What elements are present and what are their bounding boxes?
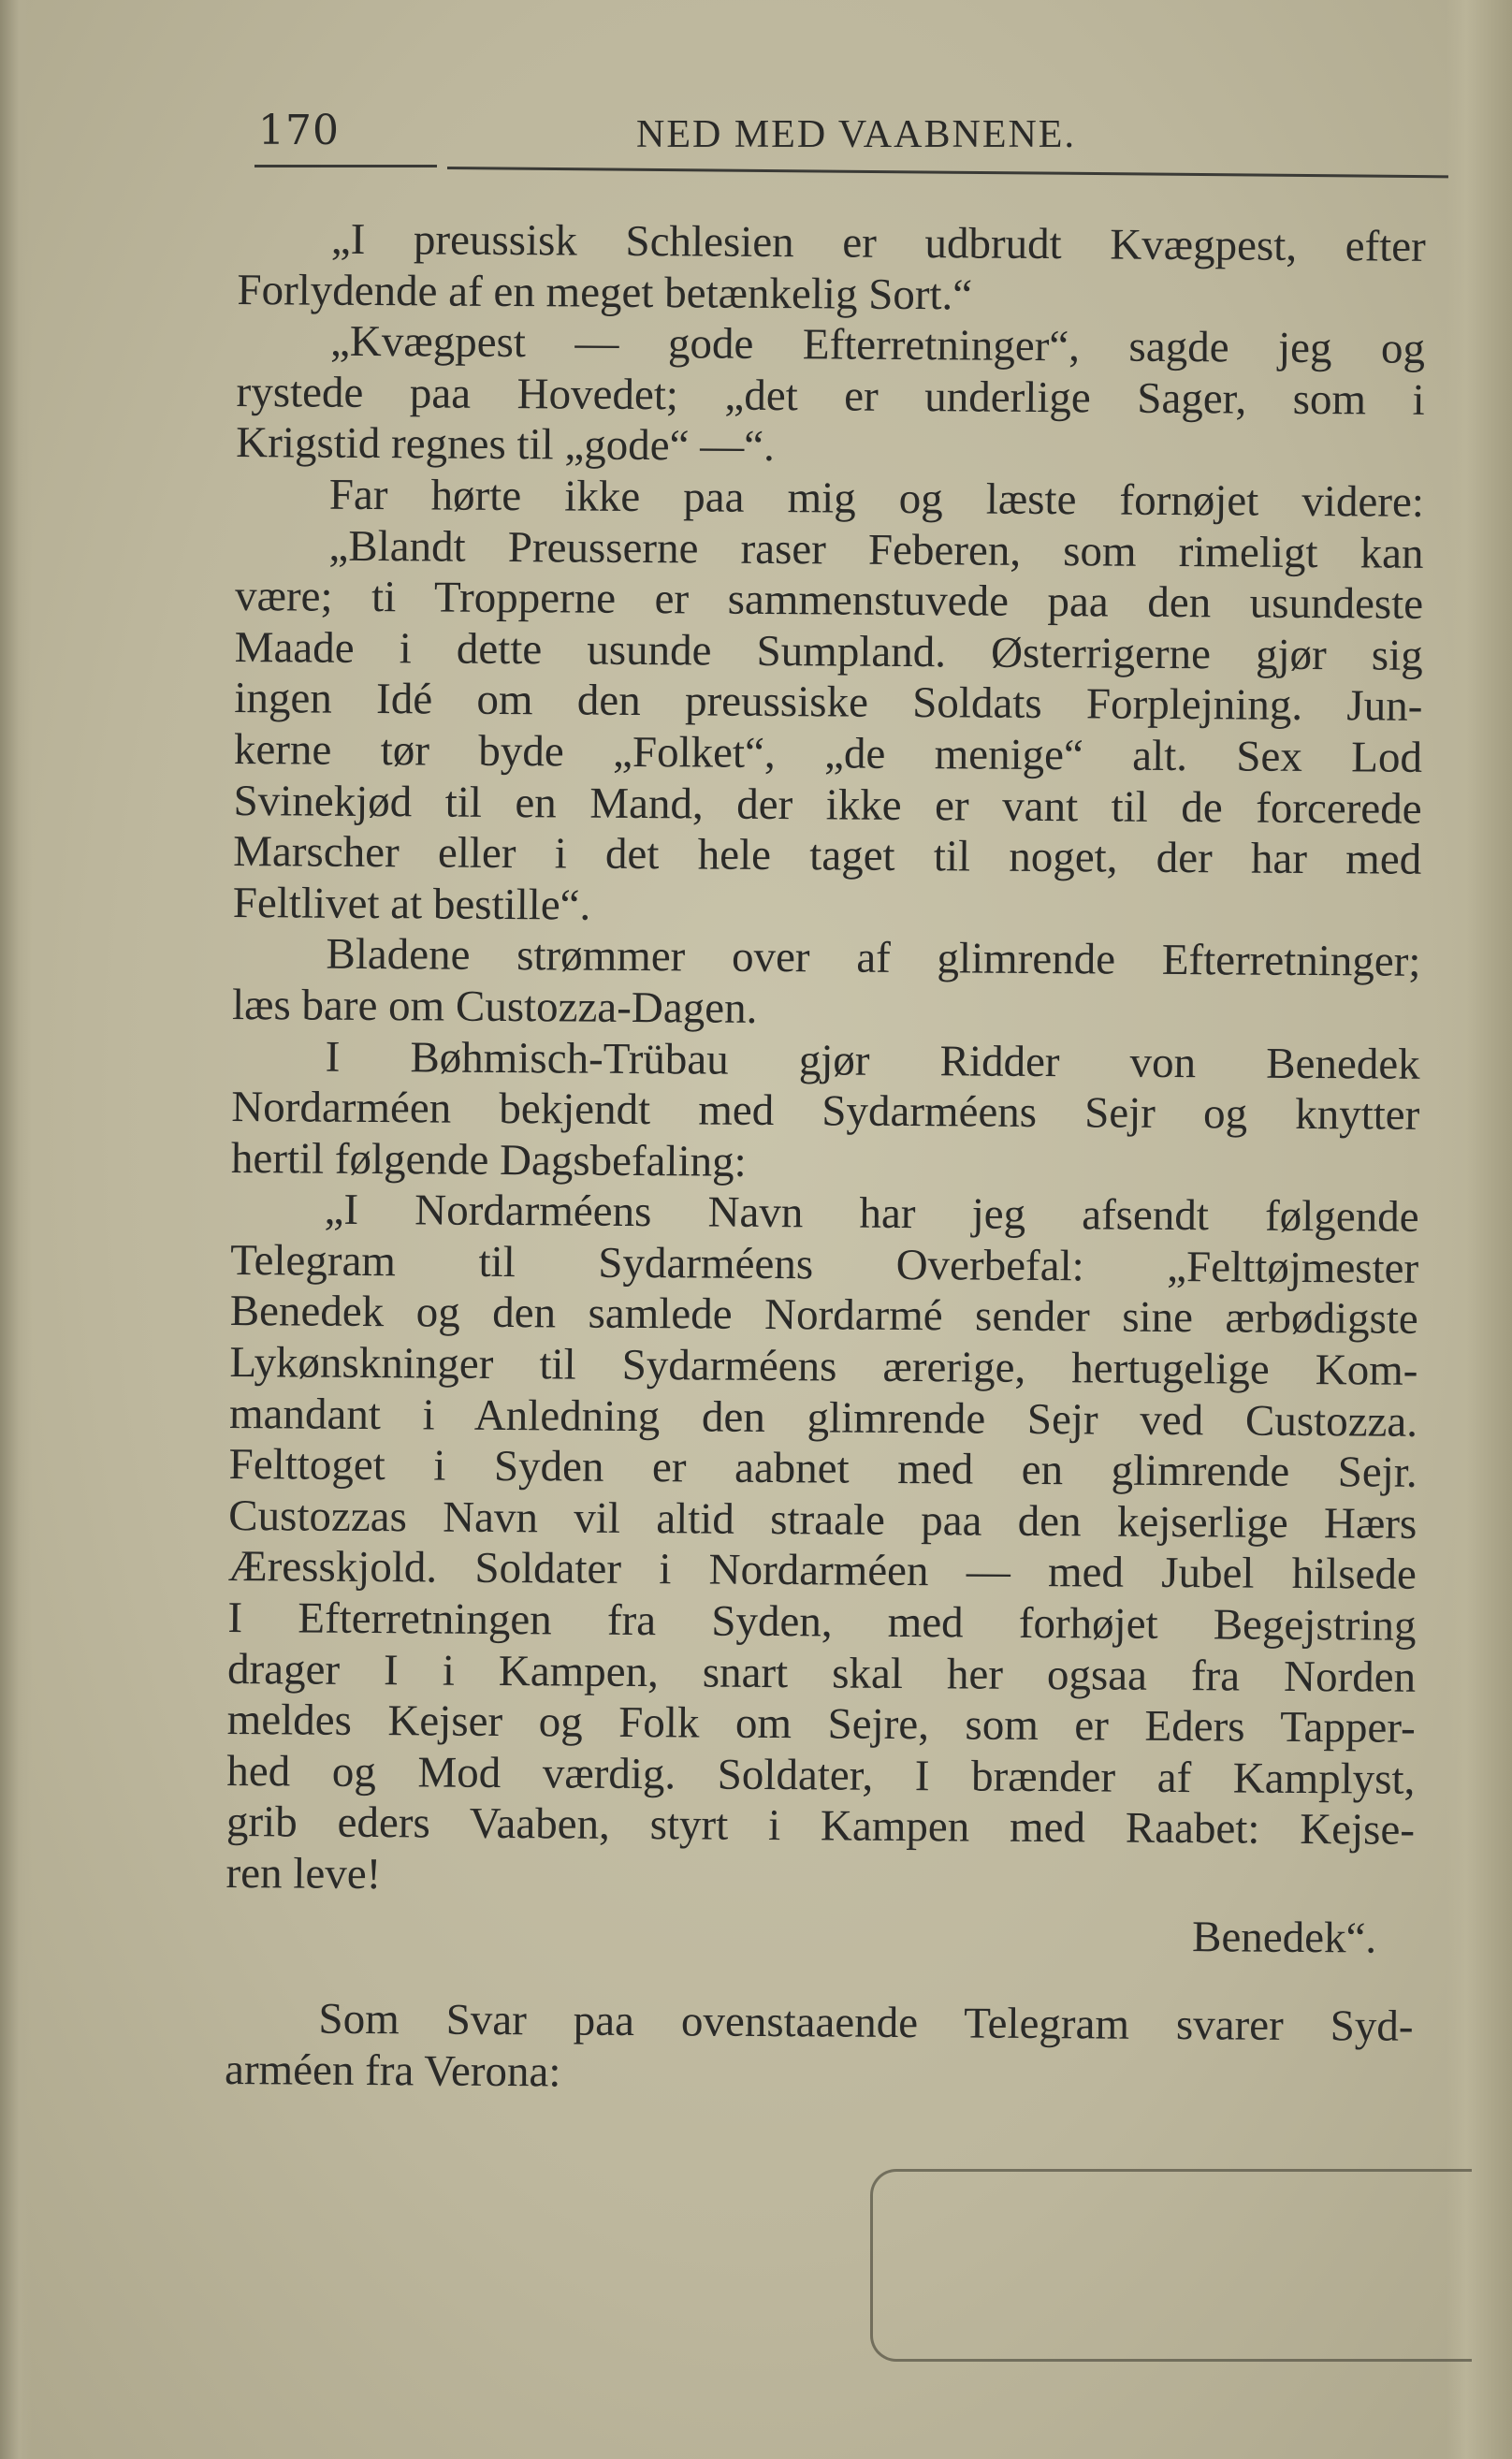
text-line: „I preussisk Schlesien er udbrudt Kvægpest, efter: [330, 214, 1426, 271]
header-rule-left: [254, 165, 437, 167]
text-line: Krigstid regnes til „gode“ —“.: [236, 418, 776, 472]
text-line: „Kvægpest — gode Efterretninger“, sagde jeg og: [329, 316, 1426, 374]
text-line: Som Svar paa ovenstaaende Telegram svarer Syd-: [318, 1994, 1414, 2052]
text-line: rystede paa Hovedet; „det er underlige Sager, som i: [236, 367, 1425, 425]
header-rule-right: [447, 167, 1448, 178]
text-line: I Efterretningen fra Syden, med forhøjet Begejstring: [227, 1593, 1417, 1651]
text-line: Telegram til Sydarméens Overbefal: „Felttøjmester: [230, 1235, 1419, 1293]
signature: Benedek“.: [1191, 1912, 1377, 1963]
library-stamp-outline: [870, 2169, 1472, 2362]
page-header: [254, 101, 1443, 157]
text-line: Far hørte ikke paa mig og læste fornøjet videre:: [328, 470, 1425, 527]
text-line: Custozzas Navn vil altid straale paa den kejserlige Hærs: [228, 1491, 1418, 1549]
text-line: Maade i dette usunde Sumpland. Østerrigerne gjør sig: [234, 622, 1423, 680]
text-line: Feltlivet at bestille“.: [232, 878, 591, 930]
text-line: Svinekjød til en Mand, der ikke er vant til de forcerede: [233, 776, 1422, 834]
text-line: Nordarméen bekjendt med Sydarméens Sejr og knytter: [231, 1083, 1420, 1140]
page-edge-shadow-left: [0, 0, 32, 2459]
page-number: 170: [258, 107, 340, 154]
text-line: hed og Mod værdig. Soldater, I brænder af Kamplyst,: [226, 1746, 1416, 1804]
text-line: hertil følgende Dagsbefaling:: [230, 1133, 747, 1186]
body-text: [225, 213, 1426, 2103]
page-edge-shadow-right: [1447, 0, 1512, 2459]
text-line: „Blandt Preusserne raser Feberen, som rimeligt kan: [328, 521, 1424, 578]
text-line: meldes Kejser og Folk om Sejre, som er Eders Tapper-: [226, 1695, 1416, 1753]
running-title: NED MED VAABNENE.: [636, 113, 1076, 156]
text-line: I Bøhmisch-Trübau gjør Ridder von Benedek: [325, 1032, 1420, 1089]
text-line: Marscher eller i det hele taget til noget, der har med: [233, 827, 1422, 884]
text-line: ingen Idé om den preussiske Soldats Forplejning. Jun-: [234, 674, 1423, 732]
text-line: Felttoget i Syden er aabnet med en glimrende Sejr.: [228, 1440, 1418, 1498]
text-line: kerne tør byde „Folket“, „de menige“ alt. Sex Lod: [233, 724, 1423, 782]
text-line: læs bare om Custozza-Dagen.: [231, 980, 758, 1033]
text-line: Lykønskninger til Sydarméens ærerige, hertugelige Kom-: [229, 1338, 1418, 1395]
text-line: være; ti Tropperne er sammenstuvede paa den usundeste: [234, 572, 1424, 630]
text-line: Bladene strømmer over af glimrende Efterretninger;: [326, 929, 1421, 987]
text-line: drager I i Kampen, snart skal her ogsaa fra Norden: [226, 1644, 1417, 1702]
text-line: Benedek og den samlede Nordarmé sender sine ærbødigste: [229, 1287, 1418, 1345]
text-line: Forlydende af en meget betænkelig Sort.“: [237, 265, 973, 320]
text-line: arméen fra Verona:: [224, 2044, 561, 2097]
text-line: mandant i Anledning den glimrende Sejr ved Custozza.: [228, 1389, 1418, 1447]
text-line: grib eders Vaaben, styrt i Kampen med Raabet: Kejse-: [225, 1797, 1416, 1855]
text-line: „I Nordarméens Navn har jeg afsendt følgende: [324, 1185, 1419, 1243]
text-line: ren leve!: [225, 1848, 382, 1899]
text-line: Æresskjold. Soldater i Nordarméen — med Jubel hilsede: [227, 1542, 1418, 1600]
